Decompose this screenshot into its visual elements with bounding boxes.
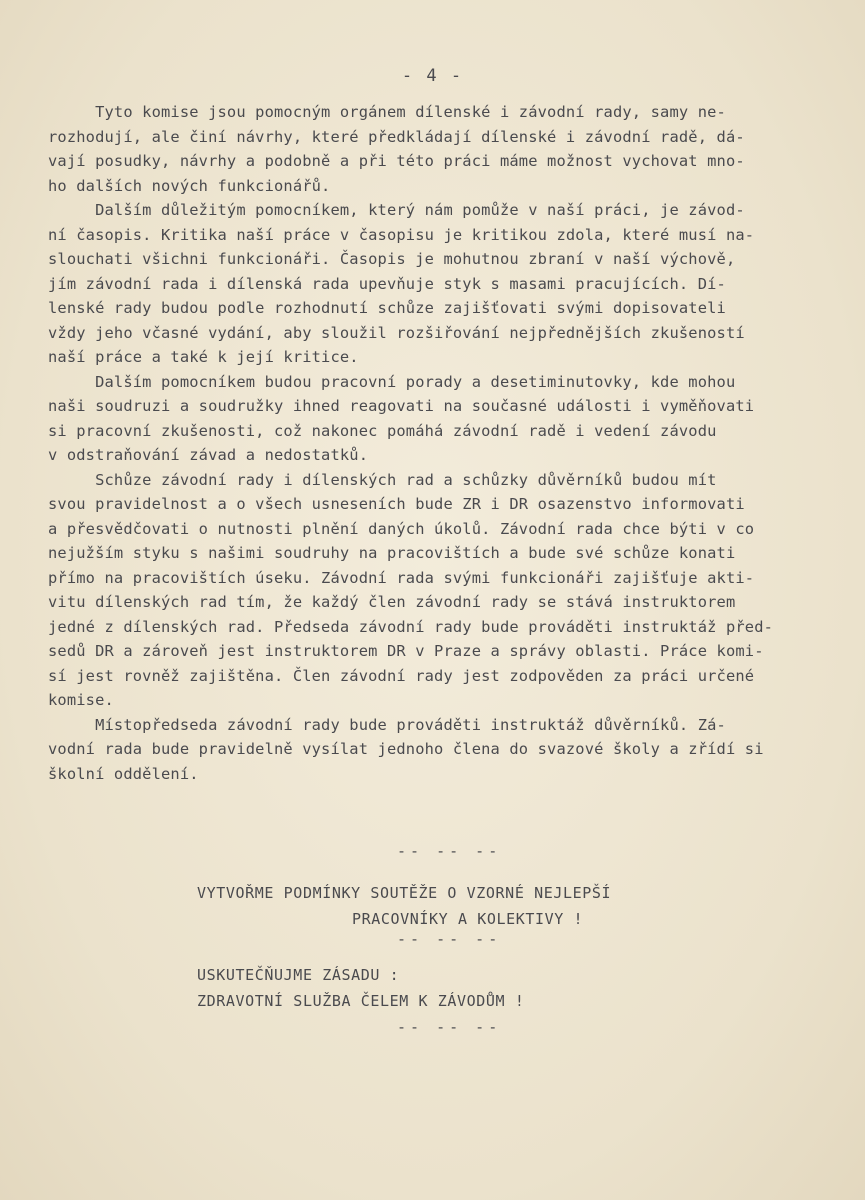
text-line: nejužším styku s našimi soudruhy na pracovištích a bude své schůze konati xyxy=(48,544,736,562)
text-line: si pracovní zkušenosti, což nakonec pomáhá závodní radě i vedení závodu xyxy=(48,421,717,440)
text-line: rozhodují, ale činí návrhy, které předkládají dílenské i závodní radě, dá- xyxy=(48,127,745,146)
text-line: jím závodní rada i dílenská rada upevňuje styk s masami pracujících. Dí- xyxy=(48,274,726,293)
text-line: a přesvědčovati o nutnosti plnění daných úkolů. Závodní rada chce býti v co xyxy=(48,519,755,538)
text-line: vitu dílenských rad tím, že každý člen závodní rady se stává instruktorem xyxy=(48,593,736,611)
slogan-1-line-2: PRACOVNÍKY A KOLEKTIVY ! xyxy=(352,910,584,928)
text-line: Místopředseda závodní rady bude prováděti instruktáž důvěrníků. Zá- xyxy=(48,715,726,734)
text-line: sí jest rovněž zajištěna. Člen závodní rady jest zodpověden za práci určené xyxy=(48,666,755,685)
text-line: v odstraňování závad a nedostatků. xyxy=(48,446,369,464)
text-line: přímo na pracovištích úseku. Závodní rada svými funkcionáři zajišťuje akti- xyxy=(48,568,755,587)
text-line: lenské rady budou podle rozhodnutí schůze zajišťovati svými dopisovateli xyxy=(48,299,726,317)
text-line: naší práce a také k její kritice. xyxy=(48,348,359,366)
text-line: školní oddělení. xyxy=(48,764,199,783)
text-line: ní časopis. Kritika naší práce v časopisu je kritikou zdola, které musí na- xyxy=(48,225,755,244)
text-line: naši soudruzi a soudružky ihned reagovati na současné události i vyměňovati xyxy=(48,397,755,415)
text-line: slouchati všichni funkcionáři. Časopis je mohutnou zbraní v naší výchově, xyxy=(48,250,736,268)
separator-2: -- -- -- xyxy=(397,930,502,948)
text-line: vždy jeho včasné vydání, aby sloužil rozšiřování nejpřednějších zkušeností xyxy=(48,323,745,342)
text-line: Tyto komise jsou pomocným orgánem dílenské i závodní rady, samy ne- xyxy=(48,103,726,121)
text-line: ho dalších nových funkcionářů. xyxy=(48,176,331,195)
text-line: Schůze závodní rady i dílenských rad a schůzky důvěrníků budou mít xyxy=(48,470,717,489)
slogan-2-line-2: ZDRAVOTNÍ SLUŽBA ČELEM K ZÁVODŮM ! xyxy=(197,992,525,1010)
slogan-2-line-1: USKUTEČŇUJME ZÁSADU : xyxy=(197,966,400,984)
text-line: komise. xyxy=(48,691,114,709)
text-line: svou pravidelnost a o všech usneseních bude ZR i DR osazenstvo informovati xyxy=(48,495,745,513)
body-text xyxy=(48,100,838,786)
slogan-1-line-1: VYTVOŘME PODMÍNKY SOUTĚŽE O VZORNÉ NEJLEPŠÍ xyxy=(197,884,612,902)
text-line: Dalším důležitým pomocníkem, který nám pomůže v naší práci, je závod- xyxy=(48,201,745,219)
text-line: vodní rada bude pravidelně vysílat jednoho člena do svazové školy a zřídí si xyxy=(48,740,764,758)
separator-1: -- -- -- xyxy=(397,842,502,860)
text-line: sedů DR a zároveň jest instruktorem DR v Praze a správy oblasti. Práce komi- xyxy=(48,642,764,660)
text-line: Dalším pomocníkem budou pracovní porady a desetiminutovky, kde mohou xyxy=(48,372,736,391)
text-line: jedné z dílenských rad. Předseda závodní rady bude prováděti instruktáž před- xyxy=(48,617,774,636)
separator-3: -- -- -- xyxy=(397,1018,502,1036)
text-line: vají posudky, návrhy a podobně a při této práci máme možnost vychovat mno- xyxy=(48,152,745,170)
page-number: - 4 - xyxy=(401,66,464,86)
